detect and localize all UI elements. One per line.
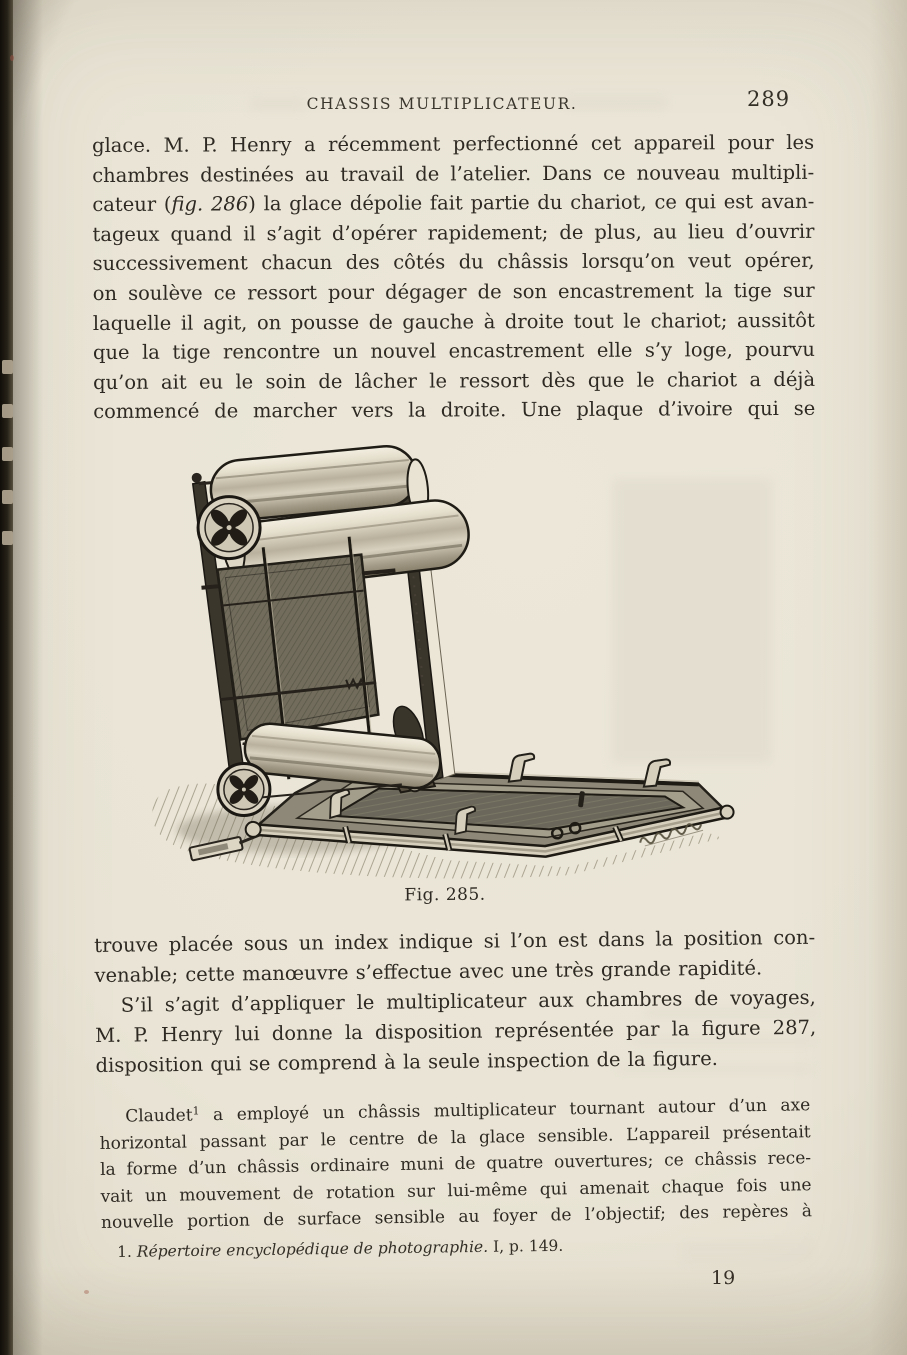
- figure-illustration-chassis-multiplicateur: [144, 434, 769, 886]
- paragraph-2-and-3: [94, 923, 817, 1081]
- text-line: chambres destinées au travail de l’atelier. Dans ce nouveau multipli-: [92, 160, 815, 187]
- text-line: [92, 187, 814, 220]
- footnote-marker: 1: [192, 1104, 200, 1118]
- ink-speck: [10, 55, 14, 61]
- text-line: successivement chacun des côtés du châssis lorsqu’on veut opérer,: [92, 249, 815, 276]
- running-title: CHASSIS MULTIPLICATEUR.: [306, 95, 578, 113]
- text-line: tageux quand il s’agit d’opérer rapidement; de plus, au lieu d’ouvrir: [92, 219, 815, 246]
- text-line: laquelle il agit, on pousse de gauche à droite tout le chariot; aussitôt: [92, 308, 815, 335]
- footnote-reference: I, p. 149.: [487, 1236, 564, 1256]
- text-run: ) la glace dépolie fait partie du chariot, ce qui est avan-: [248, 190, 815, 216]
- page-edge-block: [2, 490, 13, 504]
- text-line: vait un mouvement de rotation sur lui-même qui amenait chaque fois une: [100, 1174, 812, 1207]
- footnote-number: 1.: [117, 1242, 137, 1261]
- footnote-title: Répertoire encyclopédique de photographie.: [136, 1237, 489, 1261]
- text-line: que la tige rencontre un nouvel encastrement elle s’y loge, pourvu: [92, 338, 816, 365]
- ink-speck: [84, 1290, 89, 1294]
- gutter-shadow: [13, 0, 43, 1355]
- binding-gutter: [0, 0, 13, 1355]
- page-number: 289: [747, 87, 791, 111]
- engraving-svg: [144, 434, 769, 886]
- figure-reference: fig. 286: [171, 192, 249, 216]
- text-line: commencé de marcher vers la droite. Une plaque d’ivoire qui se: [93, 397, 816, 424]
- show-through-ghost: [680, 1240, 815, 1264]
- text-line: disposition qui se comprend à la seule inspection de la figure.: [95, 1046, 719, 1077]
- text-line: M. P. Henry lui donne la disposition représentée par la figure 287,: [95, 1015, 817, 1047]
- text-line: S’il s’agit d’appliquer le multiplicateur aux chambres de voyages,: [120, 985, 816, 1017]
- page-edge-block: [2, 447, 13, 461]
- text-line: qu’on ait eu le soin de lâcher le ressort dès que le chariot a déjà: [93, 367, 816, 394]
- signature-number: 19: [711, 1267, 736, 1289]
- text-line: nouvelle portion de surface sensible au foyer de l’objectif; des repères à: [100, 1201, 813, 1234]
- text-line: trouve placée sous un index indique si l’on est dans la position con-: [94, 925, 816, 957]
- text-line: on soulève ce ressort pour dégager de son encastrement la tige sur: [92, 278, 815, 305]
- page-edge-block: [2, 404, 13, 418]
- text-run: a employé un châssis multiplicateur tournant autour d’un axe: [199, 1095, 811, 1126]
- figure-caption: Fig. 285.: [404, 884, 486, 906]
- footnote: [117, 1235, 677, 1261]
- page-edge-block: [2, 360, 13, 374]
- text-run: Claudet: [125, 1105, 193, 1127]
- text-line: la forme d’un châssis ordinaire muni de quatre ouvertures; ce châssis rece-: [99, 1148, 812, 1181]
- text-line: venable; cette manœuvre s’effectue avec une très grande rapidité.: [94, 956, 763, 987]
- paragraph-4-small-type: [99, 1088, 812, 1237]
- text-line: horizontal passant par le centre de la glace sensible. L’appareil présentait: [99, 1121, 811, 1154]
- page-edge-block: [2, 531, 13, 545]
- text-run: cateur (: [92, 192, 172, 217]
- text-line: glace. M. P. Henry a récemment perfectionné cet appareil pour les: [92, 130, 815, 157]
- paragraph-1: [92, 128, 815, 427]
